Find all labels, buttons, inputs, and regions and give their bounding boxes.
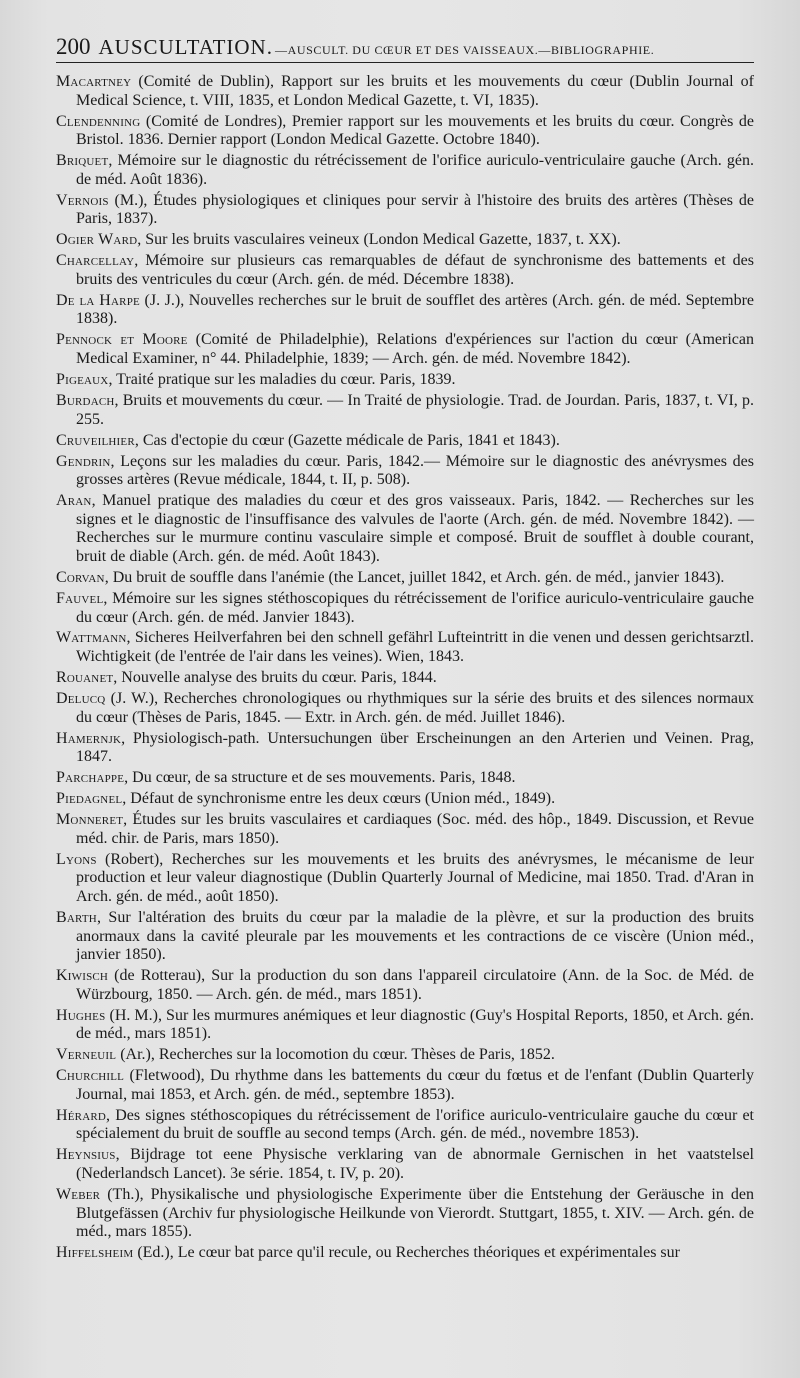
running-subtitle: —AUSCULT. DU CŒUR ET DES VAISSEAUX.—BIBLIOGRAPHIE.	[274, 43, 655, 57]
bibliography-entry	[56, 669, 754, 688]
entry-author: Fauvel	[56, 589, 104, 607]
entry-author: Piedagnel	[56, 790, 123, 808]
running-head: AUSCULTATION.	[98, 35, 273, 59]
entry-author: Churchill	[56, 1067, 125, 1085]
bibliography-list	[56, 73, 754, 1263]
entry-author: Pennock et Moore	[56, 331, 188, 349]
entry-text: (Comité de Londres), Premier rapport sur les mouvements et les bruits du cœur. Congrès de Bristol. 1836. Dernier rapport (London Medical Gazette. Octobre 1840).	[76, 112, 754, 149]
entry-text: (Comité de Philadelphie), Relations d'expériences sur l'action du cœur (American Medical Examiner, n° 44. Philadelphie, 1839; — Arch. gén. de méd. Novembre 1842).	[76, 331, 754, 368]
entry-author: Hamernjk	[56, 729, 122, 747]
bibliography-entry	[56, 453, 754, 490]
bibliography-entry	[56, 192, 754, 229]
entry-text: , Du cœur, de sa structure et de ses mouvements. Paris, 1848.	[124, 769, 516, 787]
entry-text: , Bruits et mouvements du cœur. — In Traité de physiologie. Trad. de Jourdan. Paris, 1837, t. VI, p. 255.	[76, 392, 754, 428]
entry-author: Heynsius	[56, 1146, 116, 1164]
entry-text: (de Rotterau), Sur la production du son dans l'appareil circulatoire (Ann. de la Soc. de Méd. de Würzbourg, 1850. — Arch. gén. de méd., mars 1851).	[76, 967, 754, 1003]
entry-text: , Nouvelle analyse des bruits du cœur. Paris, 1844.	[113, 669, 437, 687]
entry-text: , Traité pratique sur les maladies du cœur. Paris, 1839.	[108, 371, 456, 389]
entry-author: Aran	[56, 492, 92, 510]
entry-author: Verneuil	[56, 1046, 117, 1064]
entry-text: (Ar.), Recherches sur la locomotion du cœur. Thèses de Paris, 1852.	[116, 1046, 555, 1064]
page-header	[56, 34, 754, 63]
entry-author: Wattmann	[56, 629, 127, 647]
bibliography-entry	[56, 967, 754, 1004]
entry-text: (H. M.), Sur les murmures anémiques et leur diagnostic (Guy's Hospital Reports, 1850, et Arch. gén. de méd., mars 1851).	[76, 1006, 754, 1043]
entry-text: , Défaut de synchronisme entre les deux cœurs (Union méd., 1849).	[122, 790, 556, 808]
entry-author: Monneret	[56, 811, 124, 829]
bibliography-entry	[56, 492, 754, 566]
bibliography-entry	[56, 331, 754, 368]
bibliography-entry	[56, 73, 754, 110]
entry-author: Charcellay	[56, 252, 135, 270]
entry-text: , Des signes stéthoscopiques du rétrécissement de l'orifice auriculo-ventriculaire gauche du cœur et spécialement du bruit de souffle au second temps (Arch. gén. de méd., novembre 1853).	[76, 1106, 754, 1143]
entry-text: (Fletwood), Du rhythme dans les battements du cœur du fœtus et de l'enfant (Dublin Quarterly Journal, mai 1853, et Arch. gén. de méd., septembre 1853).	[76, 1067, 754, 1103]
entry-text: , Sicheres Heilverfahren bei den schnell gefährl Lufteintritt in die venen und dessen gerichtsarztl. Wichtigkeit (de l'entrée de l'air dans les veines). Wien, 1843.	[76, 629, 754, 666]
entry-text: , Mémoire sur les signes stéthoscopiques du rétrécissement de l'orifice auriculo-ventriculaire gauche du cœur (Arch. gén. de méd. Janvier 1843).	[76, 589, 754, 626]
bibliography-entry	[56, 909, 754, 965]
entry-text: (Comité de Dublin), Rapport sur les bruits et les mouvements du cœur (Dublin Journal of Medical Science, t. VIII, 1835, et London Medical Gazette, t. VI, 1835).	[76, 73, 754, 109]
entry-author: Delucq	[56, 690, 106, 708]
entry-author: De la Harpe	[56, 291, 140, 309]
entry-text: , Sur les bruits vasculaires veineux (London Medical Gazette, 1837, t. XX).	[137, 231, 621, 249]
entry-text: (M.), Études physiologiques et cliniques pour servir à l'histoire des bruits des artères (Thèses de Paris, 1837).	[76, 191, 754, 228]
entry-author: Pigeaux	[56, 371, 109, 389]
entry-author: Hiffelsheim	[56, 1244, 134, 1262]
entry-text: , Études sur les bruits vasculaires et cardiaques (Soc. méd. des hôp., 1849. Discussion, et Revue méd. chir. de Paris, mars 1850).	[76, 811, 754, 847]
entry-author: Clendenning	[56, 112, 141, 130]
entry-text: , Bijdrage tot eene Physische verklaring van de abnormale Gernischen in het vaatstelsel (Nederlandsch Lancet). 3e série. 1854, t. IV, p. 20).	[76, 1146, 754, 1182]
bibliography-entry	[56, 392, 754, 429]
bibliography-entry	[56, 1046, 754, 1065]
entry-author: Gendrin	[56, 452, 111, 470]
entry-author: Cruveilhier	[56, 431, 135, 449]
entry-text: (J. J.), Nouvelles recherches sur le bruit de soufflet des artères (Arch. gén. de méd. Septembre 1838).	[76, 291, 755, 328]
bibliography-entry	[56, 1244, 754, 1263]
bibliography-entry	[56, 1067, 754, 1104]
bibliography-entry	[56, 851, 754, 907]
bibliography-entry	[56, 569, 754, 588]
bibliography-entry	[56, 769, 754, 788]
entry-text: , Manuel pratique des maladies du cœur et des gros vaisseaux. Paris, 1842. — Recherches sur les signes et le diagnostic de l'insuffisance des valvules de l'aorte (Arch. gén. de méd. Novembre 1842). — Recherches sur le murmure continu vasculaire simple et composé. Bruit de soufflet à double courant, bruit de diable (Arch. gén. de méd. Août 1843).	[76, 492, 754, 565]
entry-text: , Sur l'altération des bruits du cœur par la maladie de la plèvre, et sur la production des bruits anormaux dans la cavité pleurale par les mouvements et les contractions de ce viscère (Union méd., janvier 1850).	[76, 908, 754, 964]
bibliography-entry	[56, 1007, 754, 1044]
bibliography-entry	[56, 1186, 754, 1242]
entry-author: Ogier Ward	[56, 231, 138, 249]
page-number: 200	[56, 34, 91, 59]
entry-author: Briquet	[56, 152, 109, 170]
entry-text: , Leçons sur les maladies du cœur. Paris, 1842.— Mémoire sur le diagnostic des anévrysmes des grosses artères (Revue médicale, 1844, t. II, p. 508).	[76, 452, 754, 489]
entry-text: , Du bruit de souffle dans l'anémie (the Lancet, juillet 1842, et Arch. gén. de méd., janvier 1843).	[104, 568, 725, 586]
entry-author: Kiwisch	[56, 967, 109, 985]
bibliography-entry	[56, 252, 754, 289]
bibliography-entry	[56, 292, 754, 329]
bibliography-entry	[56, 432, 754, 451]
bibliography-entry	[56, 231, 754, 250]
entry-author: Lyons	[56, 850, 97, 868]
entry-text: (Robert), Recherches sur les mouvements et les bruits des anévrysmes, le mécanisme de leur production et leur valeur diagnostique (Dublin Quarterly Journal of Medicine, mai 1850. Trad. d'Aran in Arch. gén. de méd., août 1850).	[76, 850, 754, 905]
entry-text: (Th.), Physikalische und physiologische Experimente über die Entstehung der Geräusche in den Blutgefässen (Archiv fur physiologische Heilkunde von Vierordt. Stuttgart, 1855, t. XIV. — Arch. gén. de méd., mars 1855).	[76, 1185, 754, 1241]
bibliography-entry	[56, 1107, 754, 1144]
entry-author: Hughes	[56, 1006, 106, 1024]
entry-text: , Mémoire sur plusieurs cas remarquables de défaut de synchronisme des battements et des bruits des ventricules du cœur (Arch. gén. de méd. Décembre 1838).	[76, 252, 754, 288]
bibliography-entry	[56, 790, 754, 809]
bibliography-entry	[56, 690, 754, 727]
entry-author: Barth	[56, 908, 97, 926]
entry-author: Hérard	[56, 1106, 107, 1124]
bibliography-entry	[56, 113, 754, 150]
bibliography-entry	[56, 590, 754, 627]
bibliography-entry	[56, 1146, 754, 1183]
entry-author: Parchappe	[56, 769, 125, 787]
entry-author: Rouanet	[56, 669, 114, 687]
entry-author: Vernois	[56, 191, 109, 209]
bibliography-entry	[56, 371, 754, 390]
bibliography-entry	[56, 629, 754, 666]
entry-author: Corvan	[56, 568, 105, 586]
bibliography-entry	[56, 730, 754, 767]
bibliography-entry	[56, 811, 754, 848]
bibliography-entry	[56, 152, 754, 189]
entry-text: , Mémoire sur le diagnostic du rétrécissement de l'orifice auriculo-ventriculaire gauche (Arch. gén. de méd. Août 1836).	[76, 152, 754, 188]
entry-author: Macartney	[56, 73, 132, 90]
entry-author: Burdach	[56, 392, 115, 410]
entry-author: Weber	[56, 1185, 101, 1203]
entry-text: (J. W.), Recherches chronologiques ou rhythmiques sur la série des bruits et des silences normaux du cœur (Thèses de Paris, 1845. — Extr. in Arch. gén. de méd. Juillet 1846).	[76, 690, 754, 726]
entry-text: , Cas d'ectopie du cœur (Gazette médicale de Paris, 1841 et 1843).	[134, 431, 560, 449]
entry-text: (Ed.), Le cœur bat parce qu'il recule, ou Recherches théoriques et expérimentales sur	[133, 1244, 680, 1262]
entry-text: , Physiologisch-path. Untersuchungen über Erscheinungen an den Arterien und Veinen. Prag, 1847.	[76, 729, 754, 766]
